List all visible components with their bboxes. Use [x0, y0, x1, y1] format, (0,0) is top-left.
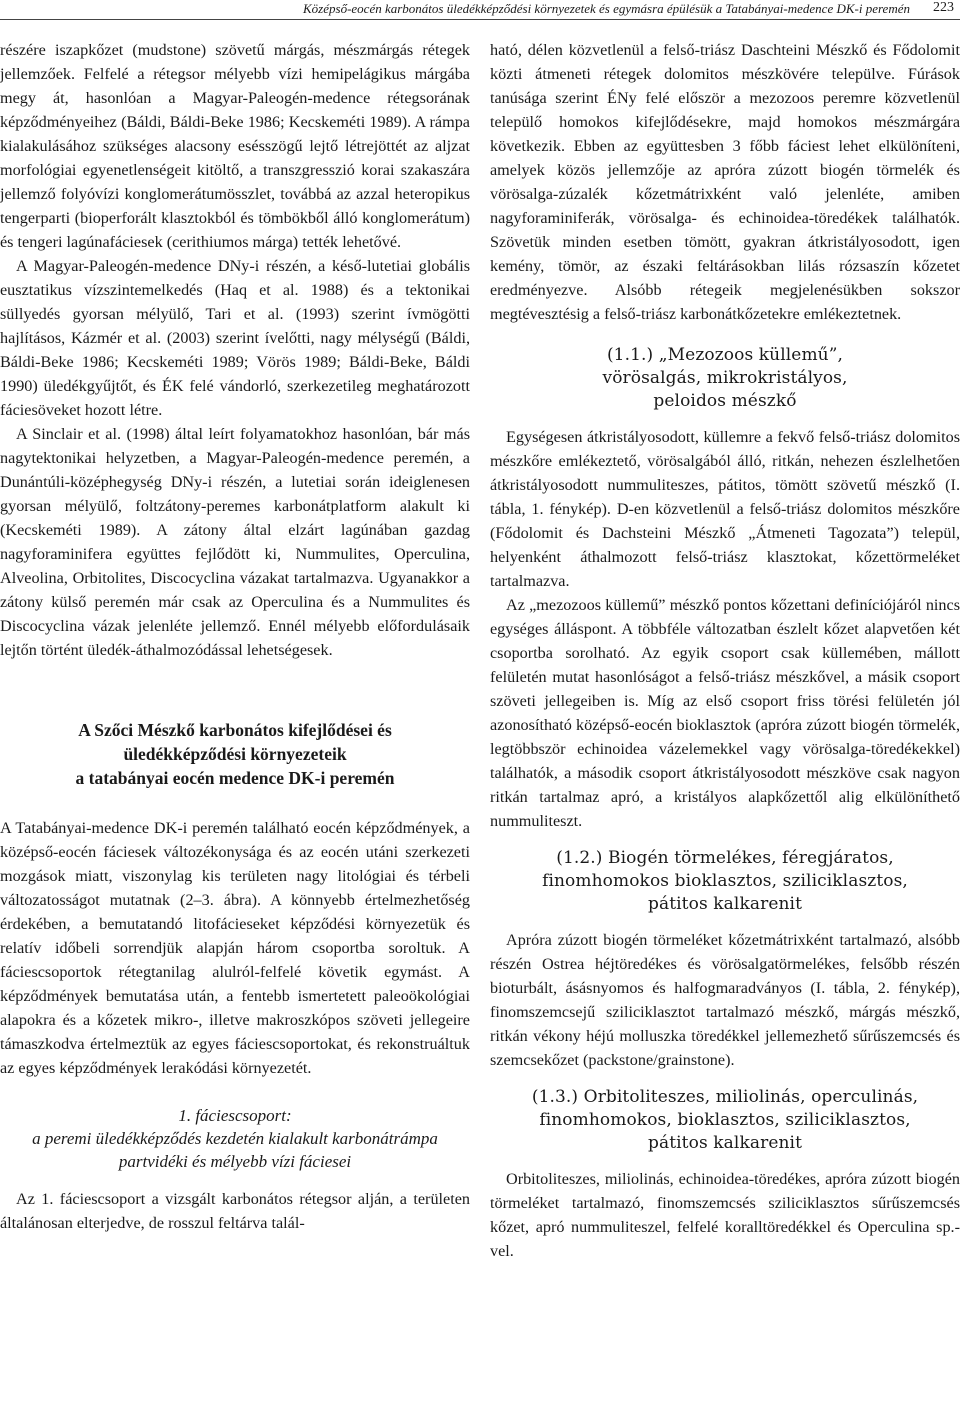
- section-heading: [0, 718, 470, 790]
- left-column: [0, 38, 470, 1235]
- page-number: 223: [933, 0, 954, 15]
- subsection-heading: [490, 344, 960, 413]
- running-header: [0, 0, 960, 22]
- facies-group-number: 1. fáciescsoport:: [178, 1106, 292, 1125]
- facies-group-name: a peremi üledékképződés kezdetén kialakult karbonátrámpa partvidéki és mélyebb vízi fáciesei: [32, 1129, 438, 1171]
- subsection-heading-line: (1.3.) Orbitoliteszes, miliolinás, operculinás,: [531, 1087, 919, 1107]
- subsection-heading-line: finomhomokos, bioklasztos, sziliciklasztos,: [539, 1110, 911, 1130]
- paragraph: ható, délen közvetlenül a felső-triász Daschteini Mészkő és Fődolomit közti átmeneti rétegek dolomitos mészkövére települve. Fúrások tanúsága szerint ÉNy felé először a mezozoos peremre közvetlenül települő homokos kifejlődésekre, majd homokos mészmárgára következik. Ebben az együttesben 3 főbb fáciest lehet elkülöníteni, amelyek közös jellemzője az apróra zúzott biogén törmelék és vörösalga-zúzalék kőzetmátrixként való jelenléte, amiben nagyforaminiferák, vörösalga- és echinoidea-töredékek találhatók. Szövetük minden esetben tömött, gyakran átkristályosodott, igen kemény, tömör, az északi feltárásokban lilás rózsaszín kőzetet eredményezve. Alsóbb rétegeik megjelenésükben sokszor megtévesztésig a felső-triász karbonátkőzetekre emlékeztetnek.: [490, 41, 960, 323]
- paragraph: részére iszapkőzet (mudstone) szövetű márgás, mészmárgás rétegek jellemzőek. Felfelé a rétegsor mélyebb vízi hemipelágikus márgába megy át, hasonlóan a Magyar-Paleogén-medence rétegsorának képződményeihez (Báldi, Báldi-Beke 1986; Kecskeméti 1989). A rámpa kialakulásához szükséges alacsony esésszögű lejtő létrejöttét az aljzat morfológiai egyenetlenségeit kitöltő, a transzgresszió korai szakaszára jellemző folyóvízi konglomerátumösszlet, továbbá az azzal heteropikus tengerparti (bioperforált klasztokból és tömbökből álló konglomerátum) és tengeri lagúnafáciesek (cerithiumos márga) tették lehetővé.: [0, 41, 470, 251]
- facies-group-heading: [0, 1104, 470, 1173]
- subsection-heading-line: vörösalgás, mikrokristályos,: [602, 368, 848, 388]
- subsection-heading-line: pátitos kalkarenit: [648, 1133, 802, 1153]
- paragraph: Az 1. fáciescsoport a vizsgált karbonátos rétegsor alján, a területen általánosan elterjedve, de rosszul feltárva talál-: [0, 1190, 470, 1232]
- subsection-heading-line: finomhomokos bioklasztos, sziliciklasztos,: [542, 871, 908, 891]
- running-title: Középső-eocén karbonátos üledékképződési környezetek és egymásra épülésük a Tatabányai-medence DK-i peremén: [303, 1, 910, 16]
- section-heading-line: üledékképződési környezeteik: [123, 744, 347, 764]
- paragraph: Orbitoliteszes, miliolinás, echinoidea-töredékes, apróra zúzott biogén törmeléket tartalmazó, finomszemcsés sziliciklasztos sűrűszemcsés kőzet, apró nummuliteszel, felfelé koralltöredékkel és Operculina sp.-vel.: [490, 1170, 960, 1260]
- header-rule: [0, 19, 960, 20]
- paragraph: A Sinclair et al. (1998) által leírt folyamatokhoz hasonlóan, bár más nagytektonikai helyzetben, a Magyar-Paleogén-medence peremén, a Dunántúli-középhegység DNy-i részén, a lutetiai során ideiglenesen gyorsan mélyülő, foltzátony-peremes karbonátplatform alakult ki (Kecskeméti 1989). A zátony által elzárt lagúnában gazdag nagyforaminifera együttes fejlődött ki, Nummulites, Operculina, Alveolina, Orbitolites, Discocyclina vázakat tartalmazva. Ugyanakkor a zátony külső peremén már csak az Operculina és a Nummulites és Discocyclina vázak jelenléte jellemző. Ennél mélyebb előfordulásaik lejtőn történt üledék-áthalmozódással lehetségesek.: [0, 425, 470, 659]
- right-column: [490, 38, 960, 1263]
- subsection-heading-line: peloidos mészkő: [653, 391, 797, 411]
- paragraph: A Magyar-Paleogén-medence DNy-i részén, a késő-lutetiai globális eusztatikus vízszintemelkedés (Haq et al. 1988) és a tektonikai süllyedés gyorsan mélyülő, Tari et al. (1993) szerint ívmögötti hajlításos, Kázmér et al. (2003) szerint ívelőtti, nagy mélységű (Báldi, Báldi-Beke 1986; Kecskeméti 1989; Vörös 1989; Báldi-Beke, Báldi 1990) üledékgyűjtőt, és ÉK felé vándorló, szerkezetileg meghatározott fáciesöveket hozott létre.: [0, 257, 470, 419]
- paragraph: Az „mezozoos küllemű” mészkő pontos kőzettani definíciójáról nincs egységes álláspont. A többféle változatban észlelt kőzet alapvetően két csoportba sorolható. Az egyik csoport csak küllemében, mállott felületén mutat hasonlóságot a felső-triász mészkővel, a másik csoport szöveti jellegeiben is. Míg az első csoport friss törési felületén jól azonosítható középső-eocén bioklasztok (apróra zúzott biogén törmelék, legtöbbször echinoidea vázelemekkel vagy vörösalga-töredékekkel) találhatók, a második csoport átkristályosodott mészköve csak nagyon ritkán tartalmaz apró, a kristályos alapkőzettől alig elkülöníthető nummuliteszt.: [490, 596, 960, 830]
- subsection-heading: [490, 847, 960, 916]
- section-heading-line: a tatabányai eocén medence DK-i peremén: [75, 768, 395, 788]
- subsection-heading-line: (1.2.) Biogén törmelékes, féregjáratos,: [556, 848, 894, 868]
- subsection-heading-line: (1.1.) „Mezozoos küllemű”,: [606, 345, 844, 365]
- subsection-heading-line: pátitos kalkarenit: [648, 894, 802, 914]
- subsection-heading: [490, 1086, 960, 1155]
- paragraph: Egységesen átkristályosodott, küllemre a fekvő felső-triász dolomitos mészkőre emlékeztető, vörösalgából álló, ritkán, nehezen észlelhetően átkristályosodott nummuliteszes, pátitos, tömött szövetű mészkő (I. tábla, 1. fénykép). D-en közvetlenül a felső-triász dolomitos mészkőre (Fődolomit és Dachsteini Mészkő „Átmeneti Tagozata”) települ, helyenként áthalmozott felső-triász klasztokat, kőzettörmeléket tartalmazva.: [490, 428, 960, 590]
- paragraph: A Tatabányai-medence DK-i peremén található eocén képződmények, a középső-eocén fáciesek változékonysága és az eocén utáni szerkezeti mozgások miatt, viszonylag kis területen nagy litológiai és térbeli változatosságot mutatnak (2–3. ábra). A könnyebb értelmezhetőség érdekében, a bemutatandó litofácieseket képződési környezetük és relatív időbeli sorrendjük alapján három csoportba soroltuk. A fáciescsoportok rétegtanilag alulról-felfelé követik egymást. A képződmények bemutatása után, a fentebb ismertetett paleoökológiai alapokra és a kőzetek mikro-, illetve makroszkópos szöveti jellegeire támaszkodva értelmeztük az egyes fáciescsoportokat, és rekonstruáltuk az egyes képződmények lerakódási környezetét.: [0, 819, 470, 1077]
- section-heading-line: A Szőci Mészkő karbonátos kifejlődései és: [78, 720, 392, 740]
- paragraph: Apróra zúzott biogén törmeléket kőzetmátrixként tartalmazó, alsóbb részén Ostrea héjtöredékes és vörösalgatörmelékes, felsőbb részén bioturbált, ásásnyomos és halfogmaradványos (I. tábla, 2. fénykép), finomszemcsejű sziliciklasztot tartalmazó mészkő, márgás mészkő, ritkán vékony héjú molluszka töredékkel jellemezhető sűrűszemcsés és szemcsekőzet (packstone/grainstone).: [490, 931, 960, 1069]
